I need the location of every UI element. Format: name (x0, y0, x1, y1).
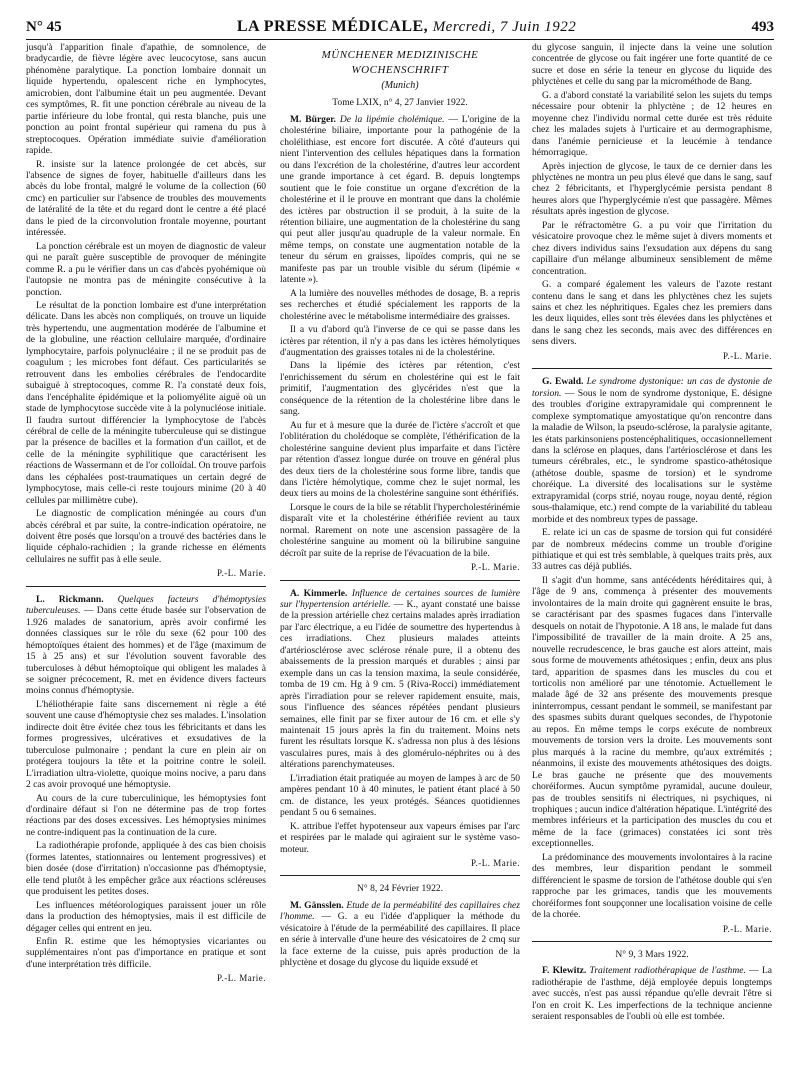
paragraph: Après injection de glycose, le taux de ce dernier dans les phlyctènes ne montra un peu plus élevé que dans le sang, sauf chez 2 fébricitants, et l'hyperglycémie persista pendant 8 heures alors que l'hyperglycémie n'est que passagère. Mêmes résultats après ingestion de glycose. (532, 160, 772, 218)
paragraph: Au cours de la cure tuberculinique, les hémoptysies font d'ordinaire défaut si l'on ne détermine pas de trop fortes réactions par des doses excessives. Les hémoptysies minimes ne contre-indiquent pas la continuation de la cure. (26, 792, 266, 838)
issue-number: N° 45 (26, 19, 62, 35)
paragraph: Dans la lipémie des ictères par rétention, c'est l'enrichissement du sérum en cholestérine qui est le fait primitif, l'augmentation des glycérides n'est que la conséquence de la rétention de la cholestérine libre dans le sang. (280, 360, 520, 418)
dash: — (393, 599, 404, 611)
article-title: De la lipémie cholémique. (339, 113, 445, 125)
paragraph: La prédominance des mouvements involontaires à la racine des membres, leur disparition pendant le sommeil différencient le spasme de torsion de l'athétose double qui s'en rapproche par les grimaces, tandis que les mouvements choréiformes font soupçonner une localisation voisine de celle de la chorée. (532, 851, 772, 921)
signature: P.-L. Marie. (471, 858, 520, 868)
paragraph: Il a vu d'abord qu'à l'inverse de ce qui se passe dans les ictères par rétention, il n'y a pas dans les ictères hémolytiques d'augmentation des graisses totales ni de la cholestérine. (280, 324, 520, 358)
paragraph: La radiothérapie de l'asthme, déjà employée depuis longtemps avec succès, n'est pas aussi répandue qu'elle devrait l'être si l'on en croit K. Les imperfections de la technique ancienne seraient responsables de l'oubli où elle est tombée. (532, 965, 773, 1023)
article-title: Etude de la perméabilité des capillaires chez l'homme. (280, 899, 521, 923)
issue-line: N° 8, 24 Février 1922. (356, 883, 443, 895)
paragraph: G. a d'abord constaté la variabilité selon les sujets du temps nécessaire pour obtenir la phlyctène ; de 12 heures en moyenne chez l'individu normal cette durée est très réduite chez les malades sujets à l'urticaire et au dermographisme, dans l'anémie pernicieuse et la leucémie à tendance hémorragique. (532, 89, 772, 159)
dash: — (83, 605, 94, 617)
article-author: L. Rickmann. (36, 593, 104, 605)
paragraph: Le diagnostic de complication méningée au cours d'un abcès cérébral et par suite, la contre-indication opératoire, ne doivent être posés que lorsqu'on a trouvé des bactéries dans le liquide céphalo-rachidien ; la grande richesse en éléments cellulaires ne suffit pas à elle seule. (26, 508, 266, 565)
paragraph: Dans cette étude basée sur l'observation de 1.926 malades de sanatorium, après avoir confirmé les données classiques sur le rôle du sexe (62 pour 100 des hémoptoïques étaient des hommes) et de l'âge (maximum de 15 à 25 ans) et sur l'évolution souvent favorable des tuberculoses à début hémoptoïque qui obligent les malades à se soigner précocement, R. met en évidence divers facteurs moins connus d'hémoptysie. (26, 605, 266, 697)
paragraph: jusqu'à l'apparition finale d'apathie, de somnolence, de bradycardie, de fièvre légère avec leucocytose, sans aucun phénomène paralytique. La ponction lombaire donnait un liquide hypertendu, opalescent riche en lymphocytes, amicrobien, dont l'albumine était un peu augmentée. Devant ces symptômes, R. fit une ponction cérébrale au niveau de la partie inférieure du lobe frontal, qui resta blanche, puis une ponction au point frontal supérieur qui ramena du pus à streptocoques. Opération immédiate suivie d'amélioration rapide. (26, 42, 266, 157)
signature: P.-L. Marie. (723, 350, 772, 361)
paragraph: E. relate ici un cas de spasme de torsion qui fut considéré par de nombreux médecins comme un trouble d'origine pithiatique et qui est très semblable, à quelques traits près, aux 33 autres cas déjà publiés. (532, 527, 772, 573)
paragraph: K. attribue l'effet hypotenseur aux vapeurs émises par l'arc et respirées par le malade qui agiraient sur le système vaso-moteur. (280, 820, 520, 855)
paragraph: K., ayant constaté une baisse de la pression artérielle chez certains malades après irradiation par l'arc électrique, a eu l'idée de soumettre des hypertendus à ces irradiations. Chez plusieurs malades atteints d'artériosclérose avec sclérose rénale pure, il a obtenu des abaissements de la pression marqués et durables ; ainsi par exemple dans un cas la tension maxima, la seule considérée, tomba de 19 cm. Hg à 9 cm. 5 (Riva-Rocci) immédiatement après l'irradiation pour se relever rapidement ensuite, mais, sous l'influence des séances répétées pendant plusieurs semaines, elle finit par se fixer autour de 16 cm. et elle s'y maintenait 15 jours après la fin du traitement. Moins nets furent les résultats lorsque K. s'adressa non plus à des lésions vasculaires pures, mais à des glomérulo-néphrites ou à des altérations parenchymateuses. (280, 599, 521, 771)
signature: P.-L. Marie. (217, 568, 266, 579)
paragraph: Il s'agit d'un homme, sans antécédents héréditaires qui, à l'âge de 9 ans, commença à présenter des mouvements involontaires de la main droite qui gagnèrent ensuite le bras, se caractérisant par des spasmes fugaces dans l'intervalle desquels on notait de l'hypotonie. A 18 ans, le malade fut dans l'impossibilité de travailler de la main droite. A 25 ans, nouvelle recrudescence, le bras gauche est alors atteint, mais sous forme de mouvements athétosiques ; enfin, deux ans plus tard, apparition de spasmes dans les muscles du cou et torticolis non amélioré par une ténotomie. Actuellement le malade âgé de 32 ans présente des mouvements presque ininterrompus, cessant pendant le sommeil, se manifestant par des spasmes subits durant quelques secondes, de l'hypotonie au repos. En même temps le corps exécute de nombreux mouvements de torsion vers la droite. Les mouvements sont plus marqués à la racine du membre, qu'aux extrémités ; néanmoins, il existe des mouvements athétosiques des doigts. Le bras gauche ne présente que des mouvements choréiformes. Aucun symptôme pyramidal, aucune douleur, pas de troubles sensitifs ni électriques, ni psychiques, ni trophiques ; aucun indice d'altération hépatique. L'intégrité des membres inférieurs et la participation des muscles du cou et même de la face (grimaces) constatées ici sont très exceptionnelles. (532, 574, 772, 850)
article-author: F. Klewitz. (542, 965, 587, 977)
journal-city: (Munich) (381, 80, 419, 91)
divider (280, 580, 520, 581)
page-header (26, 14, 774, 40)
paragraph: Au fur et à mesure que la durée de l'ictère s'accroît et que l'oblitération du cholédoque se complète, l'éthérification de la cholestérine sanguine devient plus imparfaite et dans l'ictère par rétention d'assez longue durée on trouve en général plus des deux tiers de la cholestérine sous forme libre, tandis que dans l'ictère hémolytique, comme chez le sujet normal, les deux tiers au moins de la cholestérine sanguine sont éthérifiés. (280, 419, 520, 500)
paragraph: La ponction cérébrale est un moyen de diagnostic de valeur qui ne paraît guère susceptible de provoquer de méningite comme R. a pu le vérifier dans un cas d'abcès pyohémique où l'autopsie ne montra pas de méningite consécutive à la ponction. (26, 240, 266, 298)
article-title: Quelques facteurs d'hémoptysies tuberculeuses. (26, 593, 266, 617)
paragraph: L'irradiation était pratiquée au moyen de lampes à arc de 50 ampères pendant 10 à 40 minutes, le patient étant placé à 50 cm. de distance, les yeux protégés. Séances quotidiennes pendant 5 ou 6 semaines. (280, 772, 520, 819)
paragraph: L'origine de la cholestérine biliaire, importante pour la pathogénie de la cholélithiase, est encore fort discutée. A côté d'auteurs qui nient l'intervention des cellules hépatiques dans la formation ou dans l'excrétion de la cholestérine, d'autres leur accordent une grande importance à cet égard. B. depuis longtemps soutient que le foie constitue un organe d'excrétion de la cholestérine et il le prouve en montrant que dans la cholémie des ictères par obstruction il se produit, à la suite de la rétention biliaire, une augmentation de la cholestérine du sang qui peut aller jusqu'au quadruple de la valeur normale. En même temps, on constate une augmentation notable de la teneur du sérum en graisses, lipoïdes compris, qui ne se manifeste pas par un trouble visible du sérum (lipémie « latente »). (280, 113, 520, 286)
article-lead (26, 594, 266, 697)
divider (532, 941, 772, 942)
signature: P.-L. Marie. (471, 562, 520, 573)
article-lead (280, 114, 520, 286)
article-lead (280, 900, 520, 969)
article-lead (532, 965, 772, 1022)
dash: — (749, 965, 759, 977)
article-author: M. Gänsslen. (290, 899, 344, 911)
article-author: G. Ewald. (542, 376, 584, 388)
article-title: Traitement radiothérapique de l'asthme. (589, 965, 746, 977)
issue-line: Tome LXIX, n° 4, 27 Janvier 1922. (332, 97, 468, 109)
page-number: 493 (751, 19, 774, 35)
divider (532, 368, 772, 369)
paragraph: Le résultat de la ponction lombaire est d'une interprétation délicate. Dans les abcès non compliqués, on trouve un liquide très hypertendu, une augmentation modérée de l'albumine et de la globuline, une réaction cellulaire marquée, d'ordinaire lymphocytaire, parfois polynucléaire ; il ne se produit pas de coagulum ; les microbes font défaut. Ces particularités se retrouvent dans les embolies cérébrales de l'endocardite subaiguë à streptocoques, comme R. l'a constaté deux fois, dans l'encéphalite épidémique et la poliomyélite aiguë où un stade de lymphocytose succède vite à la polynucléose initiale. Il faudra surtout différencier la lymphocytose de l'abcès cérébral de celle de la méningite tuberculeuse qui se distingue par la présence de bacilles et la formation d'un caillot, et de celle de la méningite syphilitique que caractérisent les réactions de Wassermann et de l'or colloïdal. On trouve parfois dans les céphalées post-traumatiques un certain degré de lymphocytose, mais celle-ci reste toujours minime (20 à 40 cellules par millimètre cube). (26, 299, 266, 506)
paragraph: G. a eu l'idée d'appliquer la méthode du vésicatoire à l'étude de la perméabilité des capillaires. Il place en série à intervalle d'une heure des vésicatoires de 2 cmq sur la face externe de la cuisse, puis après production de la phlyctène et dosage du glycose du liquide exsudé et (280, 911, 520, 969)
divider (26, 586, 266, 587)
paragraph: G. a comparé également les valeurs de l'azote restant contenu dans le sang et dans les phlyctènes chez les sujets sains et chez les néphritiques. Egales chez les premiers dans les deux liquides, elles sont très élevées dans les phlyctènes et dans le sang chez les seconds, mais avec des différences en sens divers. (532, 279, 772, 348)
paragraph: L'héliothérapie faite sans discernement ni règle a été souvent une cause d'hémoptysie chez ses malades. L'insolation indirecte doit être évitée chez tous les fébricitants et dans les formes progressives, ulcératives et exsudatives de la tuberculose pulmonaire ; pendant la cure en plein air on protégera toujours la tête et la poitrine contre le soleil. L'irradiation ultra-violette, quoique moins nocive, a paru dans 2 cas avoir provoqué une hémoptysie. (26, 698, 266, 791)
paragraph: R. insiste sur la latence prolongée de cet abcès, sur l'absence de signes de foyer, habituelle d'ailleurs dans les abcès du lobe frontal, malgré le volume de la collection (60 cmc) en particulier sur l'absence de troubles des mouvements de latéralité de la tête et du regard dont le centre a été placé dans le pied de la circonvolution frontale moyenne, pourtant intéressée. (26, 158, 266, 239)
article-title: Influence de certaines sources de lumière sur l'hypertension artérielle. (280, 587, 520, 611)
column-1 (26, 42, 266, 989)
paragraph: Lorsque le cours de la bile se rétablit l'hypercholestérinémie disparaît vite et la cholestérine éthérifiée revient au taux normal. Rarement on note une ascension passagère de la cholestérine sanguine au moment où la bilirubine sanguine décroît par suite de la reprise de l'évacuation de la bile. (280, 501, 520, 559)
signature: P.-L. Marie. (217, 973, 266, 984)
journal-name-line: WOCHENSCHRIFT (351, 64, 449, 76)
issue-line: N° 9, 3 Mars 1922. (615, 948, 689, 960)
column-3 (532, 42, 772, 1025)
paragraph: A la lumière des nouvelles méthodes de dosage, B. a repris ses recherches et étudié spécialement les rapports de la cholestérine avec le métabolisme intermédiaire des graisses. (280, 287, 520, 322)
signature: P.-L. Marie. (723, 923, 772, 934)
paragraph: Les influences météorologiques paraissent jouer un rôle dans la production des hémoptysies, mais il est difficile de dégager celles qui entrent en jeu. (26, 899, 266, 934)
divider (280, 875, 520, 876)
journal-name (280, 48, 520, 78)
article-title: Le syndrome dystonique: un cas de dystonie de torsion. (532, 376, 772, 399)
journal-name-line: MÜNCHENER MEDIZINISCHE (321, 49, 479, 61)
paragraph: La radiothérapie profonde, appliquée à des cas bien choisis (formes latentes, stationnaires ou lentement progressives) et bien dosée (dose d'irritation) n'occasionne pas d'hémoptysie, elle tend plutôt à les empêcher grâce aux réactions scléreuses que produisent les petites doses. (26, 840, 266, 898)
paragraph: du glycose sanguin, il injecte dans la veine une solution concentrée de glycose ou fait ingérer une forte quantité de ce sucre et dose en série la teneur en glycose du liquide des phlyctènes et celle du sang par la microméthode de Bang. (532, 42, 772, 88)
paragraph: Sous le nom de syndrome dystonique, E. désigne des troubles d'origine extrapyramidale qui comprennent le complexe symptomatique amyostatique qu'on rencontre dans la maladie de Wilson, la pseudo-sclérose, la paralysie agitante, les états parkinsoniens postencéphalitiques, occasionnellement dans la sclérose en plaques, dans l'artériosclérose et dans les tumeurs cérébrales, etc., le syndrome spastico-athétosique (athétose double, spasme de torsion) et le syndrome choréique. La diversité des localisations sur le système extrapyramidal (corps strié, noyau rouge, noyau denté, région sous-thalamique, etc.) rend compte de la variabilité du tableau morbide et des nombreux types de passage. (532, 387, 772, 525)
paragraph: Par le réfractomètre G. a pu voir que l'irritation du vésicatoire provoque chez le même sujet à divers moments et chez divers individus sains l'exsudation aux dépens du sang capillaire d'un mélange albumineux sensiblement de même concentration. (532, 219, 772, 277)
article-author: M. Bürger. (290, 113, 336, 125)
issue-date: Mercredi, 7 Juin 1922 (432, 19, 577, 35)
dash: — (564, 387, 575, 399)
column-2 (280, 42, 520, 971)
article-lead (280, 588, 520, 771)
article-lead (532, 376, 772, 525)
journal-title: LA PRESSE MÉDICALE, (236, 18, 429, 35)
journal-title-line (237, 18, 576, 36)
dash: — (448, 113, 458, 125)
article-author: A. Kimmerle. (290, 587, 348, 599)
paragraph: Enfin R. estime que les hémoptysies vicariantes ou supplémentaires n'ont pas d'importance en pratique et sont d'une interprétation très difficile. (26, 935, 266, 970)
dash: — (321, 911, 331, 923)
